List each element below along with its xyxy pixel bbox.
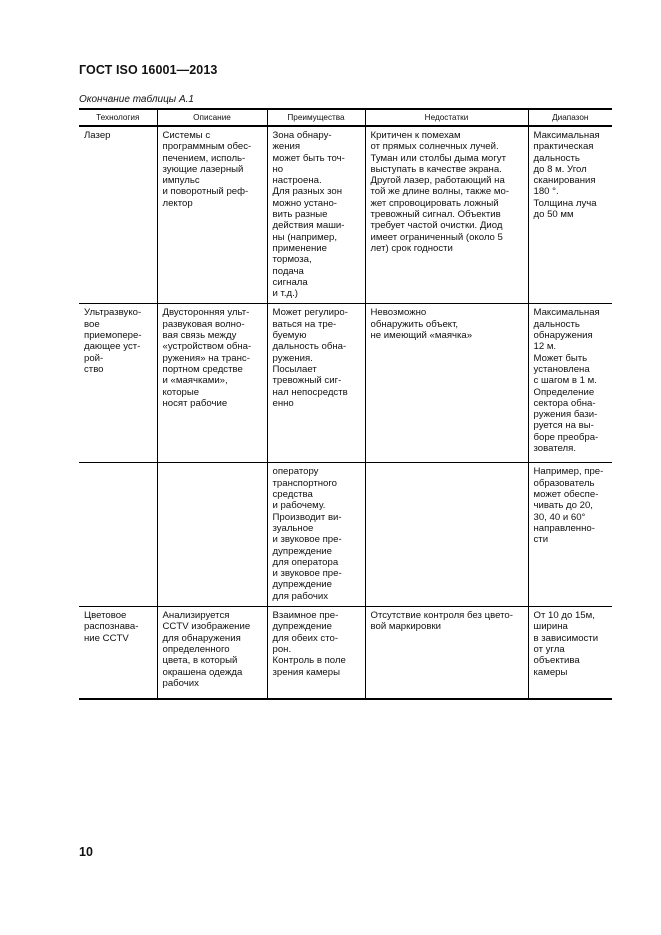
cell-text: Зона обнару- жения может быть точ- но настроена. Для разных зон можно устано- вить разные действия маши- ны (например, применение тормоза, подача сигнала и т.д.) [272, 130, 345, 300]
cell-technology [79, 463, 157, 607]
cell-text: Лазер [84, 130, 111, 141]
cell-technology [79, 126, 157, 304]
cell-text: Взаимное пре- дупреждение для обеих сто- рон. Контроль в поле зрения камеры [272, 610, 346, 678]
comparison-table [79, 108, 612, 700]
cell-range [528, 304, 612, 463]
cell-advantages [267, 304, 365, 463]
cell-description [157, 607, 267, 700]
table-row [79, 126, 612, 304]
cell-disadvantages [365, 607, 528, 700]
cell-range [528, 463, 612, 607]
column-header-disadvantages: Недостатки [365, 109, 528, 126]
cell-disadvantages [365, 126, 528, 304]
cell-advantages [267, 126, 365, 304]
cell-text: Анализируется CCTV изображение для обнаружения определенного цвета, в который окрашена одежда рабочих [162, 610, 251, 689]
cell-text: Невозможно обнаружить объект, не имеющий «маячка» [370, 307, 473, 342]
cell-advantages [267, 463, 365, 607]
cell-text: Максимальная практическая дальность до 8 м. Угол сканирования 180 °. Толщина луча до 50 мм [533, 130, 600, 221]
cell-text: Двусторонняя ульт- развуковая волно- вая связь между «устройством обна- ружения» на транс- портном средстве и «маячками», которые носят рабочие [162, 307, 252, 409]
cell-advantages [267, 607, 365, 700]
cell-disadvantages [365, 463, 528, 607]
cell-text: Ультразвуко- вое приемопере- дающее уст- рой- ство [84, 307, 142, 375]
table-row [79, 304, 612, 463]
column-header-description: Описание [157, 109, 267, 126]
table-caption: Окончание таблицы А.1 [79, 94, 194, 105]
cell-text: Системы с программным обес- печением, исполь- зующие лазерный импульс и поворотный реф- лектор [162, 130, 252, 209]
cell-text: Может регулиро- ваться на тре- буемую дальность обна- ружения. Посылает тревожный сиг- нал непосредств енно [272, 307, 348, 409]
table-row [79, 463, 612, 607]
cell-range [528, 607, 612, 700]
table-row [79, 607, 612, 700]
cell-text: От 10 до 15м, ширина в зависимости от угла объектива камеры [533, 610, 599, 678]
page-number: 10 [79, 845, 93, 859]
cell-range [528, 126, 612, 304]
column-header-range: Диапазон [528, 109, 612, 126]
cell-technology [79, 607, 157, 700]
cell-text: Например, пре- образователь может обеспе- чивать до 20, 30, 40 и 60° направленно- сти [533, 466, 604, 546]
table-header-row [79, 109, 612, 126]
cell-disadvantages [365, 304, 528, 463]
document-header: ГОСТ ISO 16001—2013 [79, 63, 218, 77]
cell-technology [79, 304, 157, 463]
cell-description [157, 463, 267, 607]
cell-text: Цветовое распознава- ние CCTV [84, 610, 139, 644]
column-header-technology: Технология [79, 109, 157, 126]
cell-text: Критичен к помехам от прямых солнечных лучей. Туман или столбы дыма могут выступать в качестве экрана. Другой лазер, работающий на той же длине волны, также мо- жет спровоцировать ложный тревожный сигнал. Объектив требует частой очистки. Диод имеет ограниченный (около 5 лет) срок годности [370, 130, 510, 254]
cell-text: Максимальная дальность обнаружения 12 м. Может быть установлена с шагом в 1 м. Определение сектора обна- ружения бази- руется на вы- боре преобра- зователя. [533, 307, 600, 455]
column-header-advantages: Преимущества [267, 109, 365, 126]
cell-description [157, 126, 267, 304]
cell-text: Отсутствие контроля без цвето- вой маркировки [370, 610, 513, 633]
cell-description [157, 304, 267, 463]
cell-text: оператору транспортного средства и рабочему. Производит ви- зуальное и звуковое пре- дупреждение для оператора и звуковое пре- дупреждение для рабочих [272, 466, 342, 602]
